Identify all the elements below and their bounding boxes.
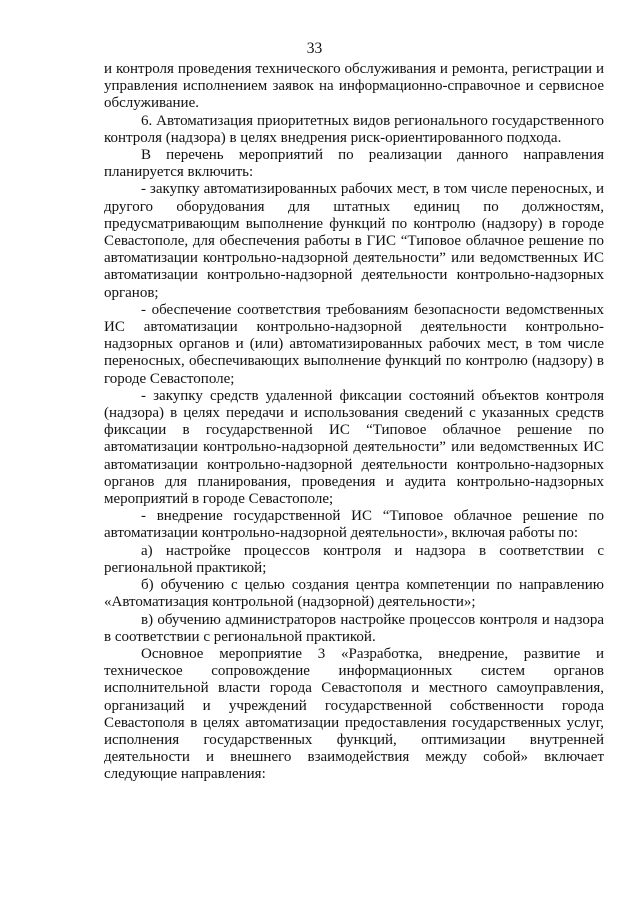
paragraph-item-c: в) обучению администраторов настройке процессов контроля и надзора в соответствии с региональной практикой. xyxy=(104,611,604,645)
page-number: 33 xyxy=(306,40,323,57)
paragraph-bullet-workstations: - закупку автоматизированных рабочих мест, в том числе переносных, и другого оборудования для штатных единиц по должностям, предусматривающим выполнение функций по контролю (надзору) в городе Севастополе, для обеспечения работы в ГИС “Типовое облачное решение по автоматизации контрольно-надзорной деятельности” или ведомственных ИС автоматизации контрольно-надзорной деятельности контрольно-надзорных органов; xyxy=(104,181,604,301)
paragraph-bullet-remote-fixation: - закупку средств удаленной фиксации состояний объектов контроля (надзора) в целях передачи и использования сведений с указанных средств фиксации в государственной ИС “Типовое облачное решение по автоматизации контрольно-надзорной деятельности” или ведомственных ИС автоматизации контрольно-надзорной деятельности контрольно-надзорных органов для планирования, проведения и аудита контрольно-надзорных мероприятий в городе Севастополе; xyxy=(104,387,604,508)
paragraph-item-a: а) настройке процессов контроля и надзора в соответствии с региональной практикой; xyxy=(104,542,604,576)
paragraph-bullet-implementation: - внедрение государственной ИС “Типовое облачное решение по автоматизации контрольно-надзорной деятельности», включая работы по: xyxy=(104,508,604,542)
paragraph-item-b: б) обучению с целью создания центра компетенции по направлению «Автоматизация контрольной (надзорной) деятельности»; xyxy=(104,577,604,611)
document-body xyxy=(104,61,604,784)
paragraph-continuation: и контроля проведения технического обслуживания и ремонта, регистрации и управления исполнением заявок на информационно-справочное и сервисное обслуживание. xyxy=(104,61,604,112)
paragraph-bullet-security: - обеспечение соответствия требованиям безопасности ведомственных ИС автоматизации контрольно-надзорной деятельности контрольно-надзорных органов и (или) автоматизированных рабочих мест, в том числе переносных, обеспечивающих выполнение функций по контролю (надзору) в городе Севастополе; xyxy=(104,301,604,387)
paragraph-measures-intro: В перечень мероприятий по реализации данного направления планируется включить: xyxy=(104,147,604,181)
paragraph-section-6-heading: 6. Автоматизация приоритетных видов регионального государственного контроля (надзора) в целях внедрения риск-ориентированного подхода. xyxy=(104,112,604,146)
paragraph-main-measure-3: Основное мероприятие 3 «Разработка, внедрение, развитие и техническое сопровождение информационных систем органов исполнительной власти города Севастополя и местного самоуправления, организаций и учреждений государственной собственности города Севастополя в целях автоматизации предоставления государственных услуг, исполнения государственных функций, оптимизации внутренней деятельности и внешнего взаимодействия между собой» включает следующие направления: xyxy=(104,645,604,783)
